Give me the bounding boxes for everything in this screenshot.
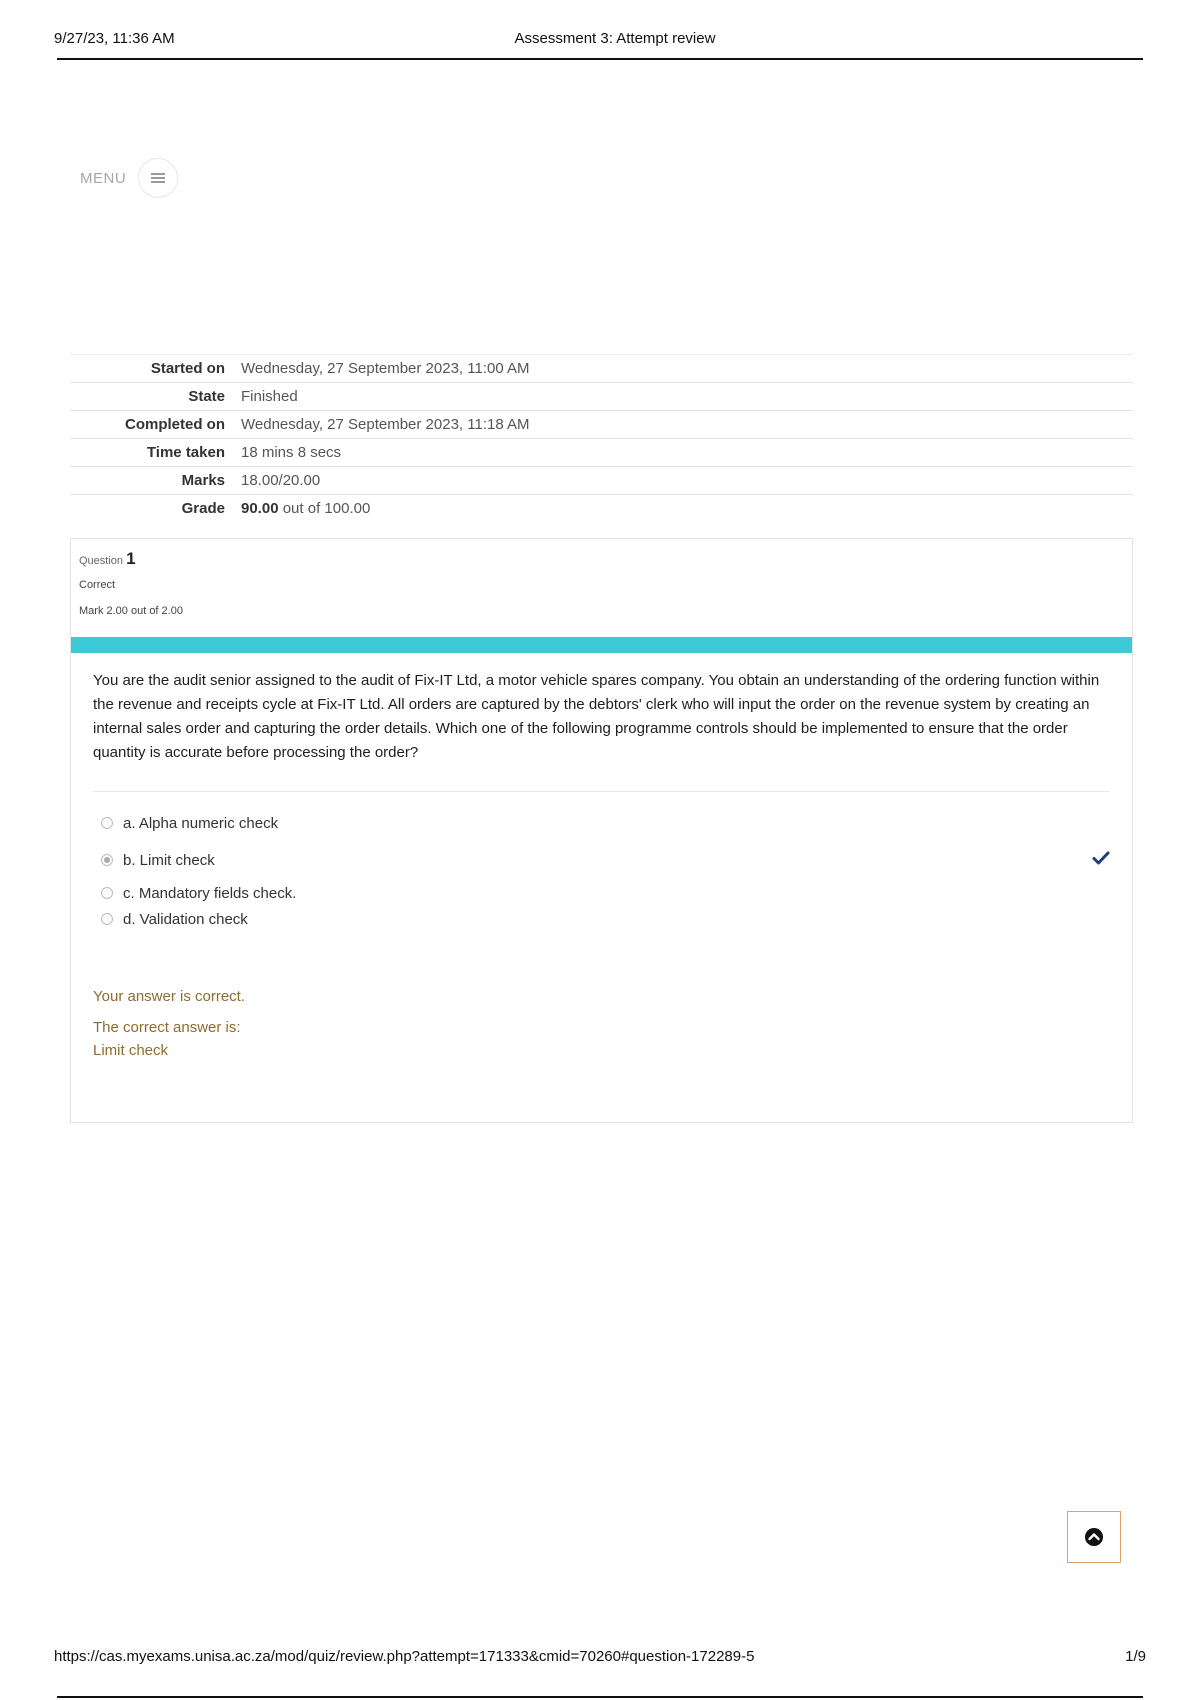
grade-out-of: out of 100.00 — [278, 500, 371, 517]
attempt-summary-table — [70, 354, 1133, 522]
summary-row-marks — [70, 467, 1133, 495]
question-info — [71, 539, 1132, 637]
summary-row-completed — [70, 411, 1133, 439]
menu-button[interactable] — [138, 158, 178, 198]
divider — [93, 791, 1110, 792]
answer-label: c. Mandatory fields check. — [123, 884, 297, 902]
answer-label: a. Alpha numeric check — [123, 814, 279, 832]
question-card — [70, 538, 1133, 1123]
checkmark-icon — [1092, 850, 1110, 866]
grade-value: 90.00 — [241, 500, 279, 517]
radio-button[interactable] — [101, 817, 113, 829]
summary-label: Grade — [181, 500, 225, 517]
summary-label: Time taken — [146, 444, 225, 461]
print-footer — [54, 1648, 1146, 1698]
question-text: You are the audit senior assigned to the audit of Fix-IT Ltd, a motor vehicle spares company. You obtain an understanding of the ordering function within the revenue and receipts cycle at Fix-IT Ltd. All orders are captured by the debtors' clerk who will input the order on the revenue system by creating an internal sales order and capturing the order details. Which one of the following programme controls should be implemented to ensure that the order quantity is accurate before processing the order? — [93, 672, 1100, 761]
summary-value: Wednesday, 27 September 2023, 11:18 AM — [241, 416, 530, 433]
print-header — [54, 28, 1143, 60]
answer-label: d. Validation check — [123, 910, 248, 928]
menu-toggle[interactable] — [80, 158, 178, 198]
radio-button-selected[interactable] — [101, 854, 113, 866]
menu-label: MENU — [80, 169, 127, 187]
summary-row-time-taken — [70, 439, 1133, 467]
question-content — [71, 653, 1132, 1059]
answer-option-c[interactable] — [93, 880, 1110, 906]
answer-label: b. Limit check — [123, 851, 215, 869]
print-page-title: Assessment 3: Attempt review — [514, 30, 716, 47]
question-grade: Mark 2.00 out of 2.00 — [79, 605, 183, 617]
summary-row-state — [70, 383, 1133, 411]
footer-rule — [57, 1696, 1143, 1698]
summary-row-grade — [70, 495, 1133, 523]
answer-option-a[interactable] — [93, 810, 1110, 836]
arrow-up-circle-icon — [1084, 1527, 1104, 1547]
answer-option-d[interactable] — [93, 906, 1110, 932]
print-url: https://cas.myexams.unisa.ac.za/mod/quiz/review.php?attempt=171333&cmid=70260#question-172289-5 — [54, 1648, 755, 1665]
summary-label: State — [188, 388, 225, 405]
summary-value: 18.00/20.00 — [241, 472, 321, 489]
print-datetime: 9/27/23, 11:36 AM — [54, 30, 175, 47]
summary-label: Marks — [181, 472, 225, 489]
radio-button[interactable] — [101, 913, 113, 925]
summary-value — [241, 495, 1133, 523]
answer-option-b[interactable] — [93, 842, 1110, 878]
feedback-correct-label: The correct answer is: — [93, 1019, 241, 1036]
question-number: 1 — [126, 549, 136, 568]
summary-value: Finished — [241, 388, 298, 405]
feedback-result: Your answer is correct. — [93, 988, 246, 1005]
summary-value: 18 mins 8 secs — [241, 444, 342, 461]
question-label: Question — [79, 555, 124, 567]
summary-row-started — [70, 355, 1133, 383]
answer-feedback — [93, 988, 1110, 1059]
summary-label: Started on — [150, 360, 225, 377]
back-to-top-button[interactable] — [1067, 1511, 1121, 1563]
print-page-number: 1/9 — [1125, 1648, 1146, 1665]
feedback-correct-answer: Limit check — [93, 1042, 169, 1059]
radio-button[interactable] — [101, 887, 113, 899]
question-state: Correct — [79, 579, 116, 591]
summary-value: Wednesday, 27 September 2023, 11:00 AM — [241, 360, 530, 377]
summary-label: Completed on — [125, 416, 225, 433]
answer-options — [93, 810, 1110, 932]
hamburger-icon — [150, 171, 166, 185]
question-status-bar — [71, 637, 1132, 653]
